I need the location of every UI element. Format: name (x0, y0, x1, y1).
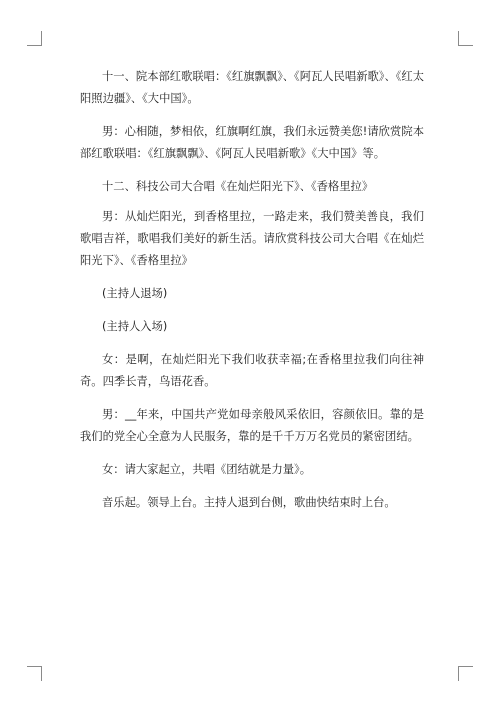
paragraph-host-enter: (主持人入场) (102, 320, 168, 333)
crop-mark-bottom-right (458, 666, 473, 681)
crop-mark-bottom-left (27, 666, 42, 681)
paragraph-host-exit: (主持人退场) (102, 287, 168, 300)
paragraph-stage-direction: 音乐起。领导上台。主持人退到台侧，歌曲快结束时上台。 (102, 496, 396, 509)
paragraph-female-host-1: 女：是啊，在灿烂阳光下我们收获幸福;在香格里拉我们向往神奇。四季长青，鸟语花香。 (80, 353, 424, 388)
paragraph-section-11: 十一、院本部红歌联唱：《红旗飘飘》、《阿瓦人民唱新歌》、《红太阳照边疆》、《大中国》。 (80, 70, 424, 105)
paragraph-section-12: 十二、科技公司大合唱《在灿烂阳光下》、《香格里拉》 (102, 180, 374, 193)
paragraph-female-host-2: 女：请大家起立，共唱《团结就是力量》。 (102, 463, 311, 476)
paragraph-male-host-3: 男：__年来，中国共产党如母亲般风采依旧，容颜依旧。靠的是我们的党全心全意为人民服务，靠的是千千万万名党员的紧密团结。 (80, 408, 424, 443)
document-body (80, 66, 424, 525)
paragraph-male-host-2: 男：从灿烂阳光，到香格里拉，一路走来，我们赞美善良，我们歌唱吉祥，歌唱我们美好的新生活。请欣赏科技公司大合唱《在灿烂阳光下》、《香格里拉》 (80, 210, 424, 267)
paragraph-male-host-1: 男：心相随，梦相依，红旗啊红旗，我们永远赞美您!请欣赏院本部红歌联唱：《红旗飘飘》、《阿瓦人民唱新歌》《大中国》等。 (80, 125, 424, 160)
crop-mark-top-left (27, 31, 42, 46)
crop-mark-top-right (458, 31, 473, 46)
